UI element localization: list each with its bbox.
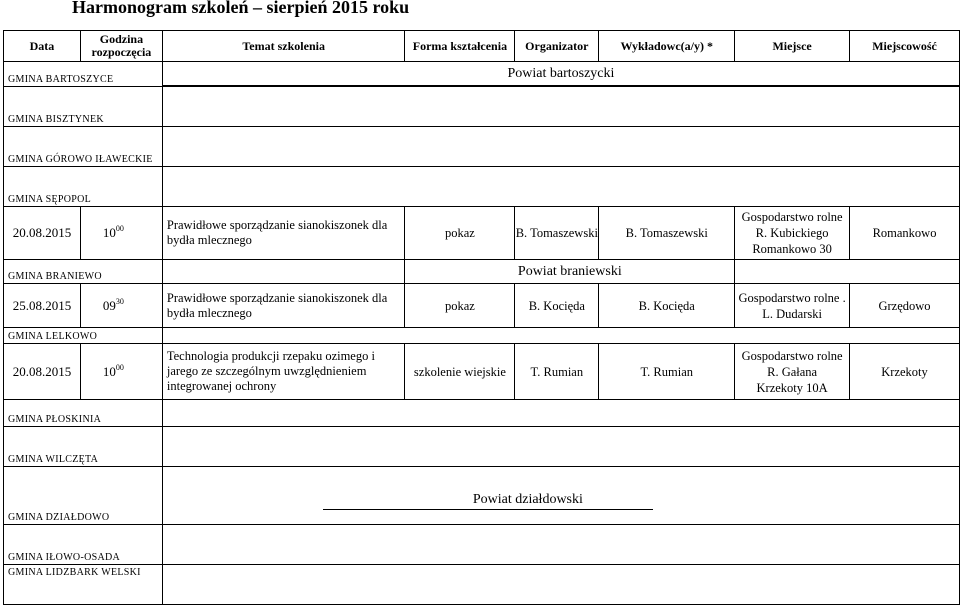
header-wykladowca: Wykładowc(a/y) * — [599, 31, 735, 62]
header-data: Data — [4, 31, 81, 62]
header-organizator: Organizator — [515, 31, 599, 62]
gmina-label: GMINA LELKOWO — [4, 328, 163, 344]
event-row — [4, 344, 960, 400]
gmina-row — [4, 260, 960, 284]
gmina-row — [4, 127, 960, 167]
gmina-row — [4, 167, 960, 207]
event-date: 25.08.2015 — [4, 284, 81, 328]
event-time: $10^{00}$ — [80, 344, 162, 400]
gmina-row — [4, 328, 960, 344]
gmina-label: GMINA GÓROWO IŁAWECKIE — [4, 127, 163, 167]
powiat-label: Powiat braniewski — [405, 260, 735, 284]
gmina-row — [4, 427, 960, 467]
event-time: $09^{30}$ — [80, 284, 162, 328]
gmina-label: GMINA WILCZĘTA — [4, 427, 163, 467]
event-form: szkolenie wiejskie — [405, 344, 515, 400]
event-lecturer: B. Tomaszewski — [599, 207, 735, 260]
event-date: 20.08.2015 — [4, 207, 81, 260]
gmina-row — [4, 565, 960, 605]
gmina-row — [4, 467, 960, 525]
gmina-row — [4, 525, 960, 565]
event-lecturer: T. Rumian — [599, 344, 735, 400]
powiat-label: Powiat bartoszycki — [162, 62, 959, 86]
event-organizer: B. Tomaszewski — [515, 207, 599, 260]
gmina-label: GMINA IŁOWO-OSADA — [4, 525, 163, 565]
header-godzina: Godzina rozpoczęcia — [80, 31, 162, 62]
header-miejsce: Miejsce — [735, 31, 850, 62]
event-topic: Prawidłowe sporządzanie sianokiszonek dla bydła mlecznego — [162, 284, 405, 328]
event-date: 20.08.2015 — [4, 344, 81, 400]
gmina-label: GMINA LIDZBARK WELSKI — [4, 565, 163, 605]
event-organizer: T. Rumian — [515, 344, 599, 400]
gmina-label: GMINA BRANIEWO — [4, 260, 163, 284]
header-forma: Forma kształcenia — [405, 31, 515, 62]
schedule-table — [3, 30, 960, 605]
event-form: pokaz — [405, 207, 515, 260]
event-time: $10^{00}$ — [80, 207, 162, 260]
header-row — [4, 31, 960, 62]
event-place: Gospodarstwo rolne . L. Dudarski — [735, 284, 850, 328]
gmina-row — [4, 400, 960, 427]
gmina-label: GMINA SĘPOPOL — [4, 167, 163, 207]
gmina-row — [4, 87, 960, 127]
event-town: Romankowo — [850, 207, 960, 260]
event-row — [4, 207, 960, 260]
event-topic: Technologia produkcji rzepaku ozimego i jarego ze szczególnym uwzględnieniem integrowanej ochrony — [162, 344, 405, 400]
header-temat: Temat szkolenia — [162, 31, 405, 62]
gmina-label: GMINA DZIAŁDOWO — [4, 467, 163, 525]
gmina-label: GMINA PŁOSKINIA — [4, 400, 163, 427]
event-topic: Prawidłowe sporządzanie sianokiszonek dla bydła mlecznego — [162, 207, 405, 260]
gmina-label: GMINA BISZTYNEK — [4, 87, 163, 127]
event-town: Grzędowo — [850, 284, 960, 328]
powiat-label: Powiat działdowski — [323, 467, 653, 510]
gmina-label: GMINA BARTOSZYCE — [4, 62, 163, 87]
event-place: Gospodarstwo rolne R. Kubickiego Romankowo 30 — [735, 207, 850, 260]
event-form: pokaz — [405, 284, 515, 328]
event-lecturer: B. Kocięda — [599, 284, 735, 328]
event-row — [4, 284, 960, 328]
event-town: Krzekoty — [850, 344, 960, 400]
event-place: Gospodarstwo rolne R. Gałana Krzekoty 10A — [735, 344, 850, 400]
header-miejscowosc: Miejscowość — [850, 31, 960, 62]
page-title: Harmonogram szkoleń – sierpień 2015 roku — [72, 0, 410, 17]
event-organizer: B. Kocięda — [515, 284, 599, 328]
